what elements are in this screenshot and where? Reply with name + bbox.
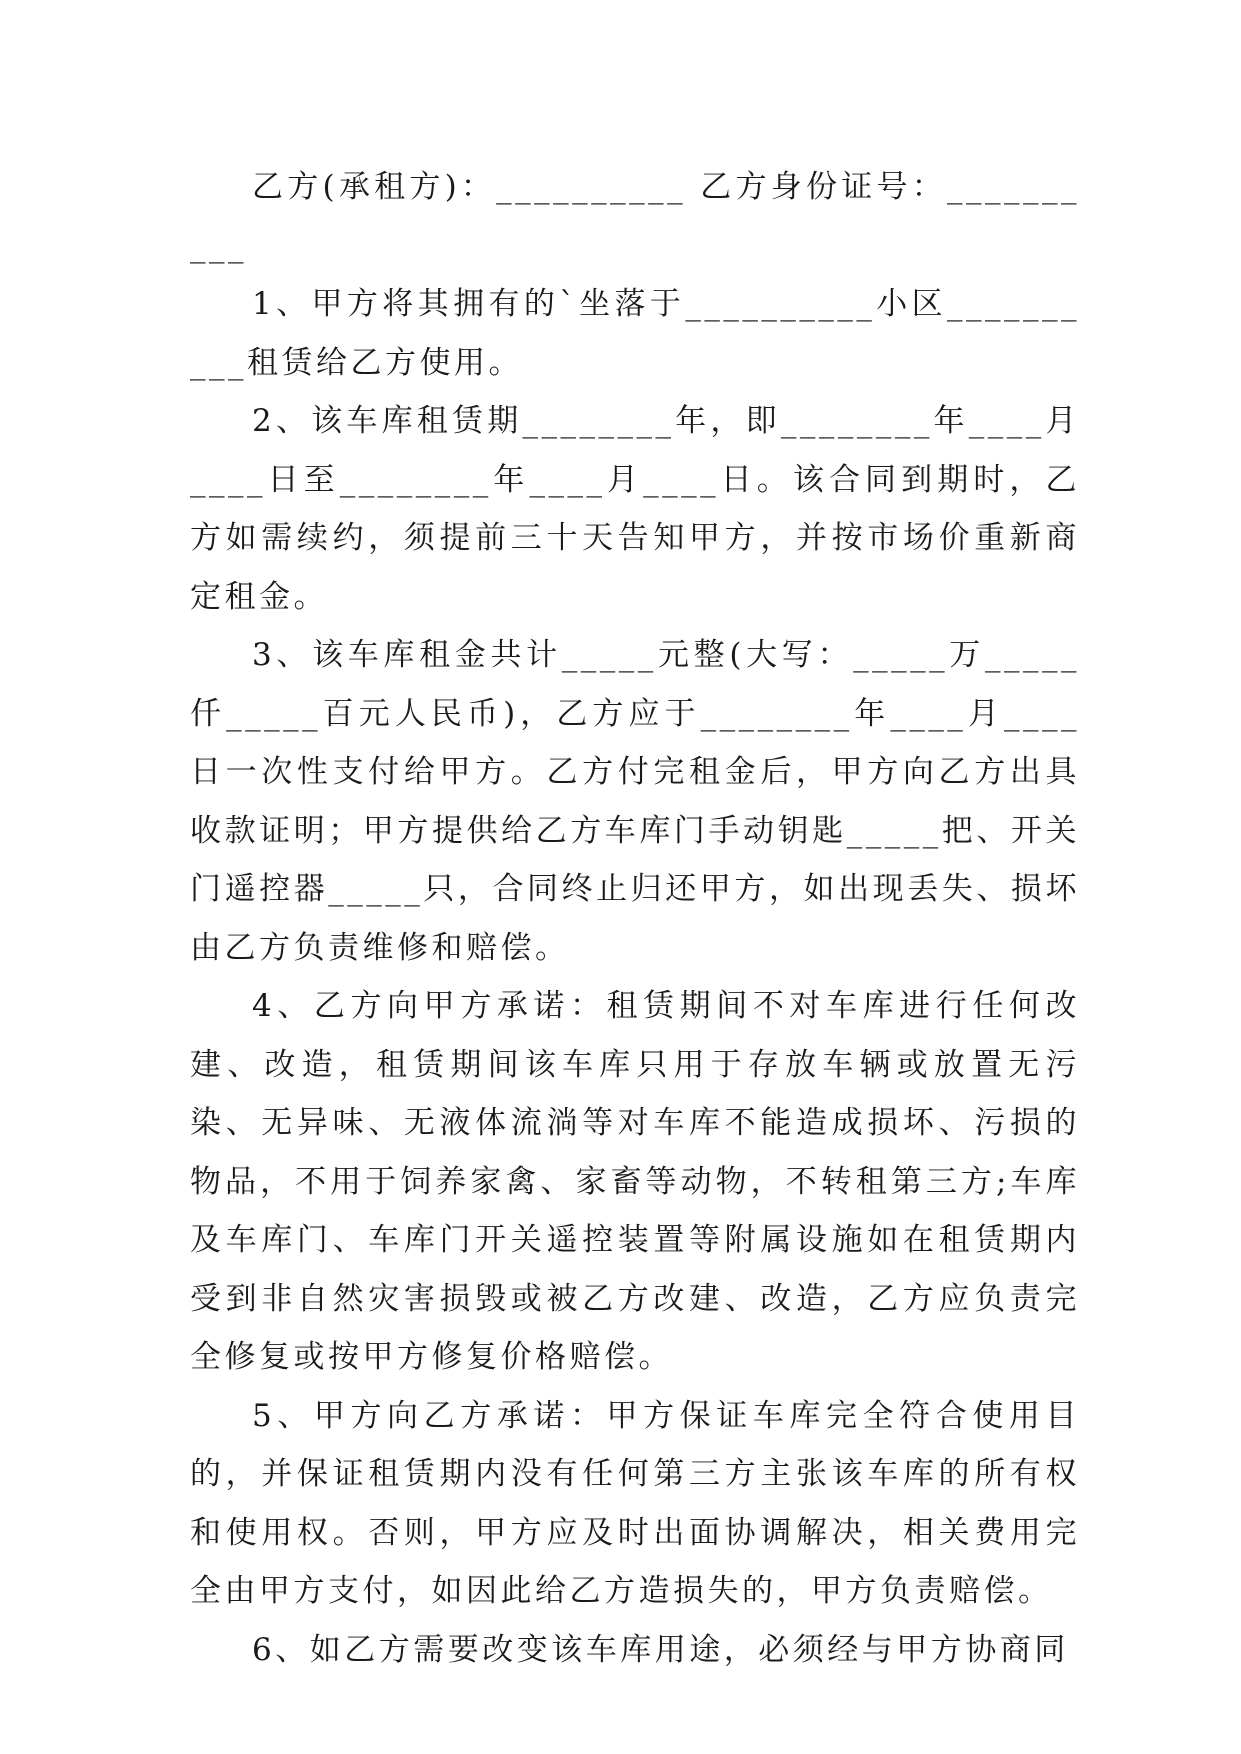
tenant-info-line: 乙方(承租方)：__________ 乙方身份证号：__________ — [190, 169, 1080, 264]
clause-3: 3、该车库租金共计_____元整(大写：_____万_____仟_____百元人民币)，乙方应于________年____月____日一次性支付给甲方。乙方付完租金后，甲方向乙方出具收款证明；甲方提供给乙方车库门手动钥匙_____把、开关门遥控器_____只，合同终止归还甲方，如出现丢失、损坏由乙方负责维修和赔偿。 — [190, 637, 1080, 966]
clause-4: 4、乙方向甲方承诺：租赁期间不对车库进行任何改建、改造，租赁期间该车库只用于存放车辆或放置无污染、无异味、无液体流淌等对车库不能造成损坏、污损的物品，不用于饲养家禽、家畜等动物，不转租第三方;车库及车库门、车库门开关遥控装置等附属设施如在租赁期内受到非自然灾害损毁或被乙方改建、改造，乙方应负责完全修复或按甲方修复价格赔偿。 — [190, 988, 1080, 1375]
clause-6: 6、如乙方需要改变该车库用途，必须经与甲方协商同 — [252, 1631, 1069, 1668]
clause-5: 5、甲方向乙方承诺：甲方保证车库完全符合使用目的，并保证租赁期内没有任何第三方主张该车库的所有权和使用权。否则，甲方应及时出面协调解决，相关费用完全由甲方支付，如因此给乙方造损失的，甲方负责赔偿。 — [190, 1397, 1080, 1609]
contract-body — [190, 158, 1080, 1679]
clause-2: 2、该车库租赁期________年，即________年____月____日至________年____月____日。该合同到期时，乙方如需续约，须提前三十天告知甲方，并按市场价重新商定租金。 — [190, 403, 1080, 615]
clause-1: 1、甲方将其拥有的`坐落于__________小区__________租赁给乙方使用。 — [190, 286, 1080, 381]
